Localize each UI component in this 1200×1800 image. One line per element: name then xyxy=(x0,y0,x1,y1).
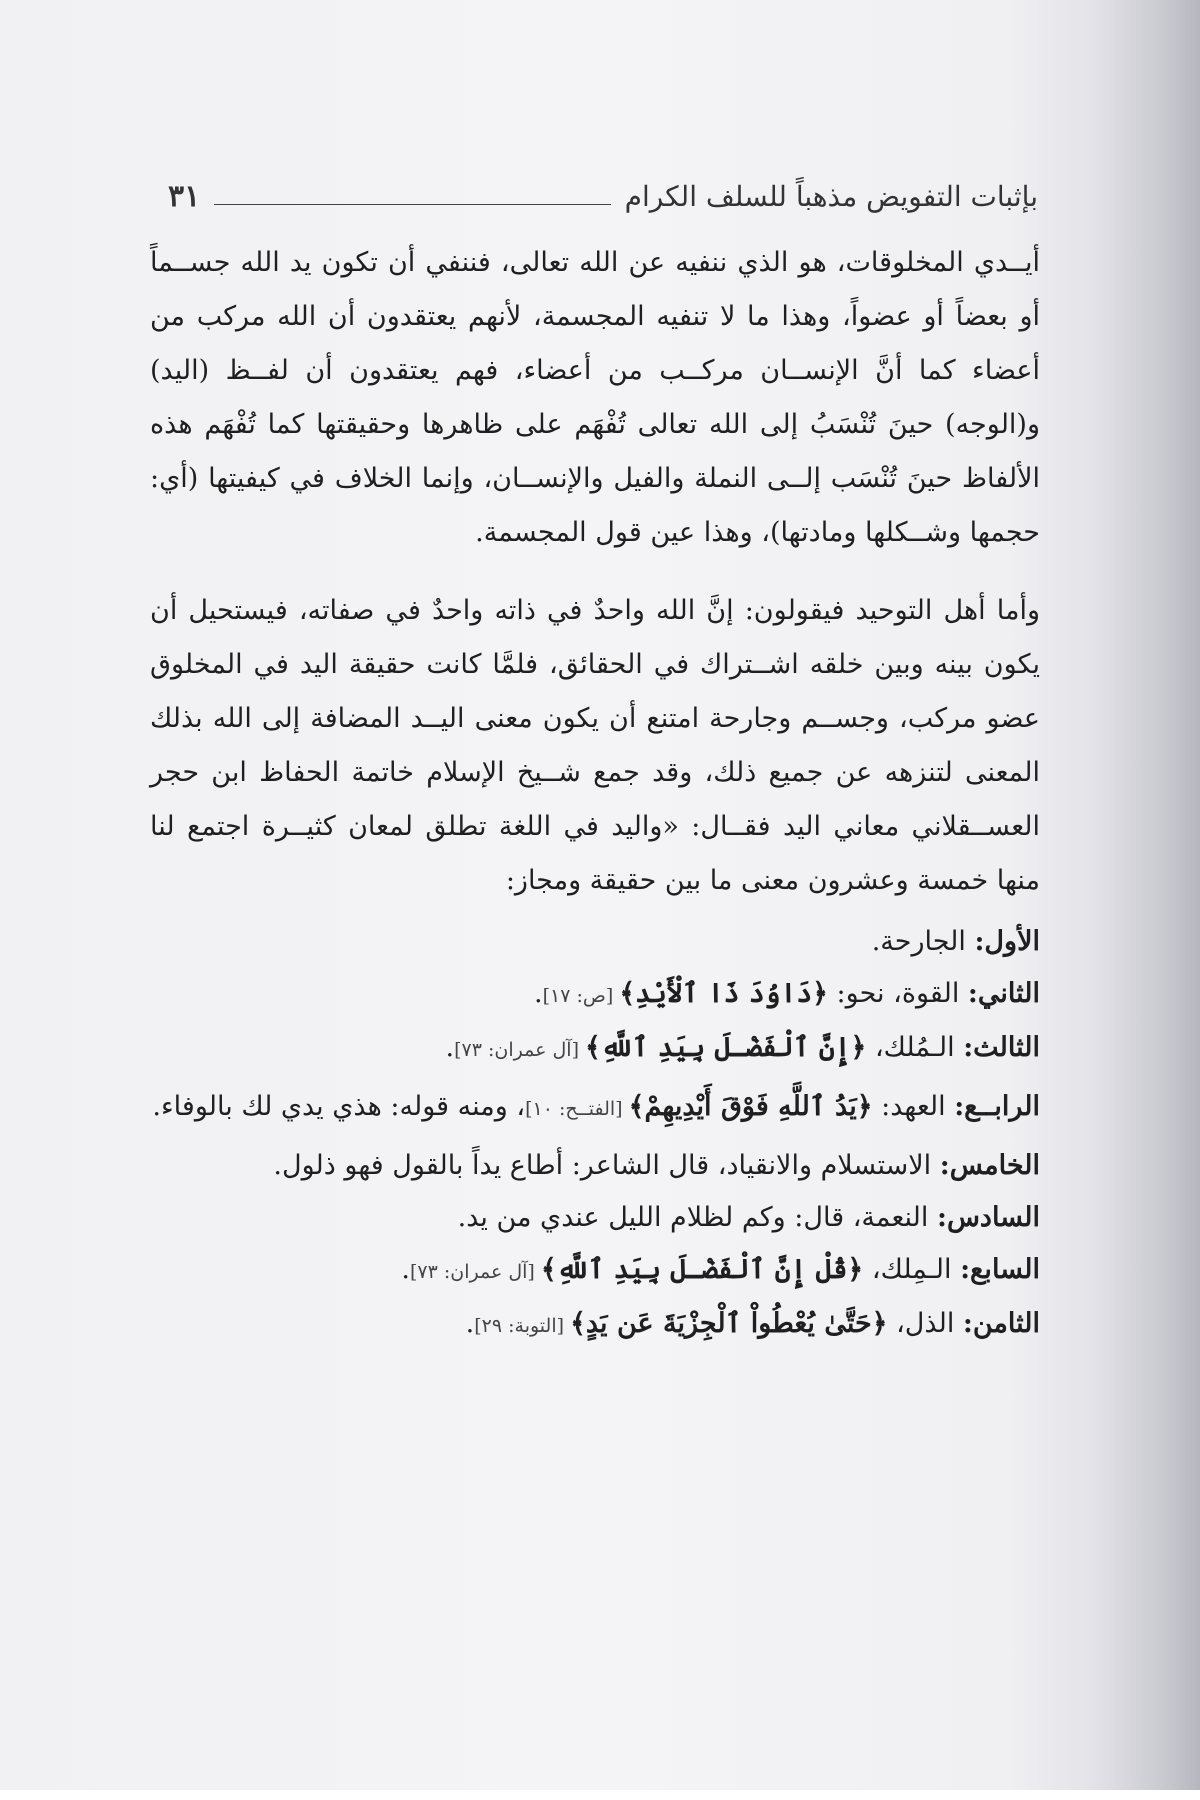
meaning-label: السادس: xyxy=(937,1202,1040,1233)
verse-reference: [التوبة: ٢٩] xyxy=(474,1315,571,1337)
page-body xyxy=(150,236,1040,1352)
meaning-label: الثاني: xyxy=(967,978,1040,1009)
meaning-item: الأول: الجارحة. xyxy=(871,926,1040,957)
meaning-item: الثالث: الـمُلك، ﴿إِنَّ ٱلْفَضْـلَ بِيَدِ ٱللَّهِ﴾ [آل عمران: ٧٣]. xyxy=(445,1032,1040,1063)
page-number: ٣١ xyxy=(168,178,201,214)
meaning-label: الرابــع: xyxy=(954,1091,1040,1122)
header-rule xyxy=(214,204,610,205)
paragraph: أيــدي المخلوقات، هو الذي ننفيه عن الله تعالى، فننفي أن تكون يد الله جســماً أو بعضاً أو عضواً، وهذا ما لا تنفيه المجسمة، لأنهم يعتقدون أن الله مركب من أعضاء كما أنَّ الإنســان مركــب من أعضاء، فهم يعتقدون أن لفــظ (اليد) و(الوجه) حينَ تُنْسَبُ إلى الله تعالى تُفْهَم على ظاهرها وحقيقتها كما تُفْهَم هذه الألفاظ حينَ تُنْسَب إلــى النملة والفيل والإنســان، وإنما الخلاف في كيفيتها (أي: حجمها وشــكلها ومادتها)، وهذا عين قول المجسمة. xyxy=(150,247,1040,548)
verse-reference: [ص: ١٧] xyxy=(542,985,620,1007)
quran-verse: ﴿دَاوُدَ ذَا ٱلْأَيْدِ﴾ xyxy=(619,978,828,1009)
quran-verse: ﴿قُلْ إِنَّ ٱلْفَضْـلَ بِيَدِ ٱللَّهِ﴾ xyxy=(540,1254,864,1285)
meaning-item: الخامس: الاستسلام والانقياد، قال الشاعر: أطاع يداً بالقول فهو ذلول. xyxy=(273,1150,1040,1181)
quran-verse: ﴿إِنَّ ٱلْفَضْـلَ بِيَدِ ٱللَّهِ﴾ xyxy=(585,1032,867,1063)
verse-reference: [آل عمران: ٧٣] xyxy=(454,1039,586,1061)
meaning-item: السادس: النعمة، قال: وكم لظلام الليل عندي من يد. xyxy=(457,1202,1040,1233)
meaning-item: الرابــع: العهد: ﴿يَدُ ٱللَّهِ فَوْقَ أَيْدِيهِمْ﴾ [الفتــح: ١٠]، ومنه قوله: هذي يدي لك بالوفاء. xyxy=(152,1091,1040,1122)
meaning-label: الثالث: xyxy=(963,1032,1040,1063)
meaning-label: الخامس: xyxy=(939,1150,1040,1181)
meaning-item: الثامن: الذل، ﴿حَتَّىٰ يُعْطُواْ ٱلْجِزْيَةَ عَن يَدٍ﴾ [التوبة: ٢٩]. xyxy=(465,1308,1040,1339)
book-title: بإثبات التفويض مذهباً للسلف الكرام xyxy=(624,179,1038,213)
quran-verse: ﴿حَتَّىٰ يُعْطُواْ ٱلْجِزْيَةَ عَن يَدٍ﴾ xyxy=(570,1308,888,1339)
meaning-label: الثامن: xyxy=(962,1308,1040,1339)
meaning-item: السابع: الـمِلك، ﴿قُلْ إِنَّ ٱلْفَضْـلَ بِيَدِ ٱللَّهِ﴾ [آل عمران: ٧٣]. xyxy=(401,1254,1040,1285)
verse-reference: [آل عمران: ٧٣] xyxy=(409,1261,541,1283)
meaning-label: الأول: xyxy=(974,926,1040,957)
verse-reference: [الفتــح: ١٠] xyxy=(525,1098,629,1120)
quran-verse: ﴿يَدُ ٱللَّهِ فَوْقَ أَيْدِيهِمْ﴾ xyxy=(628,1091,873,1122)
running-header xyxy=(168,172,1038,220)
meaning-item: الثاني: القوة، نحو: ﴿دَاوُدَ ذَا ٱلْأَيْدِ﴾ [ص: ١٧]. xyxy=(534,978,1040,1009)
meaning-label: السابع: xyxy=(960,1254,1040,1285)
paragraph: وأما أهل التوحيد فيقولون: إنَّ الله واحدٌ في ذاته واحدٌ في صفاته، فيستحيل أن يكون بينه وبين خلقه اشــتراك في الحقائق، فلمَّا كانت حقيقة اليد في المخلوق عضو مركب، وجســم وجارحة امتنع أن يكون معنى اليــد المضافة إلى الله بذلك المعنى لتنزهه عن جميع ذلك، وقد جمع شــيخ الإسلام خاتمة الحفاظ ابن حجر العســقلاني معاني اليد فقــال: «واليد في اللغة تطلق لمعان كثيــرة اجتمع لنا منها خمسة وعشرون معنى ما بين حقيقة ومجاز: xyxy=(150,595,1040,896)
